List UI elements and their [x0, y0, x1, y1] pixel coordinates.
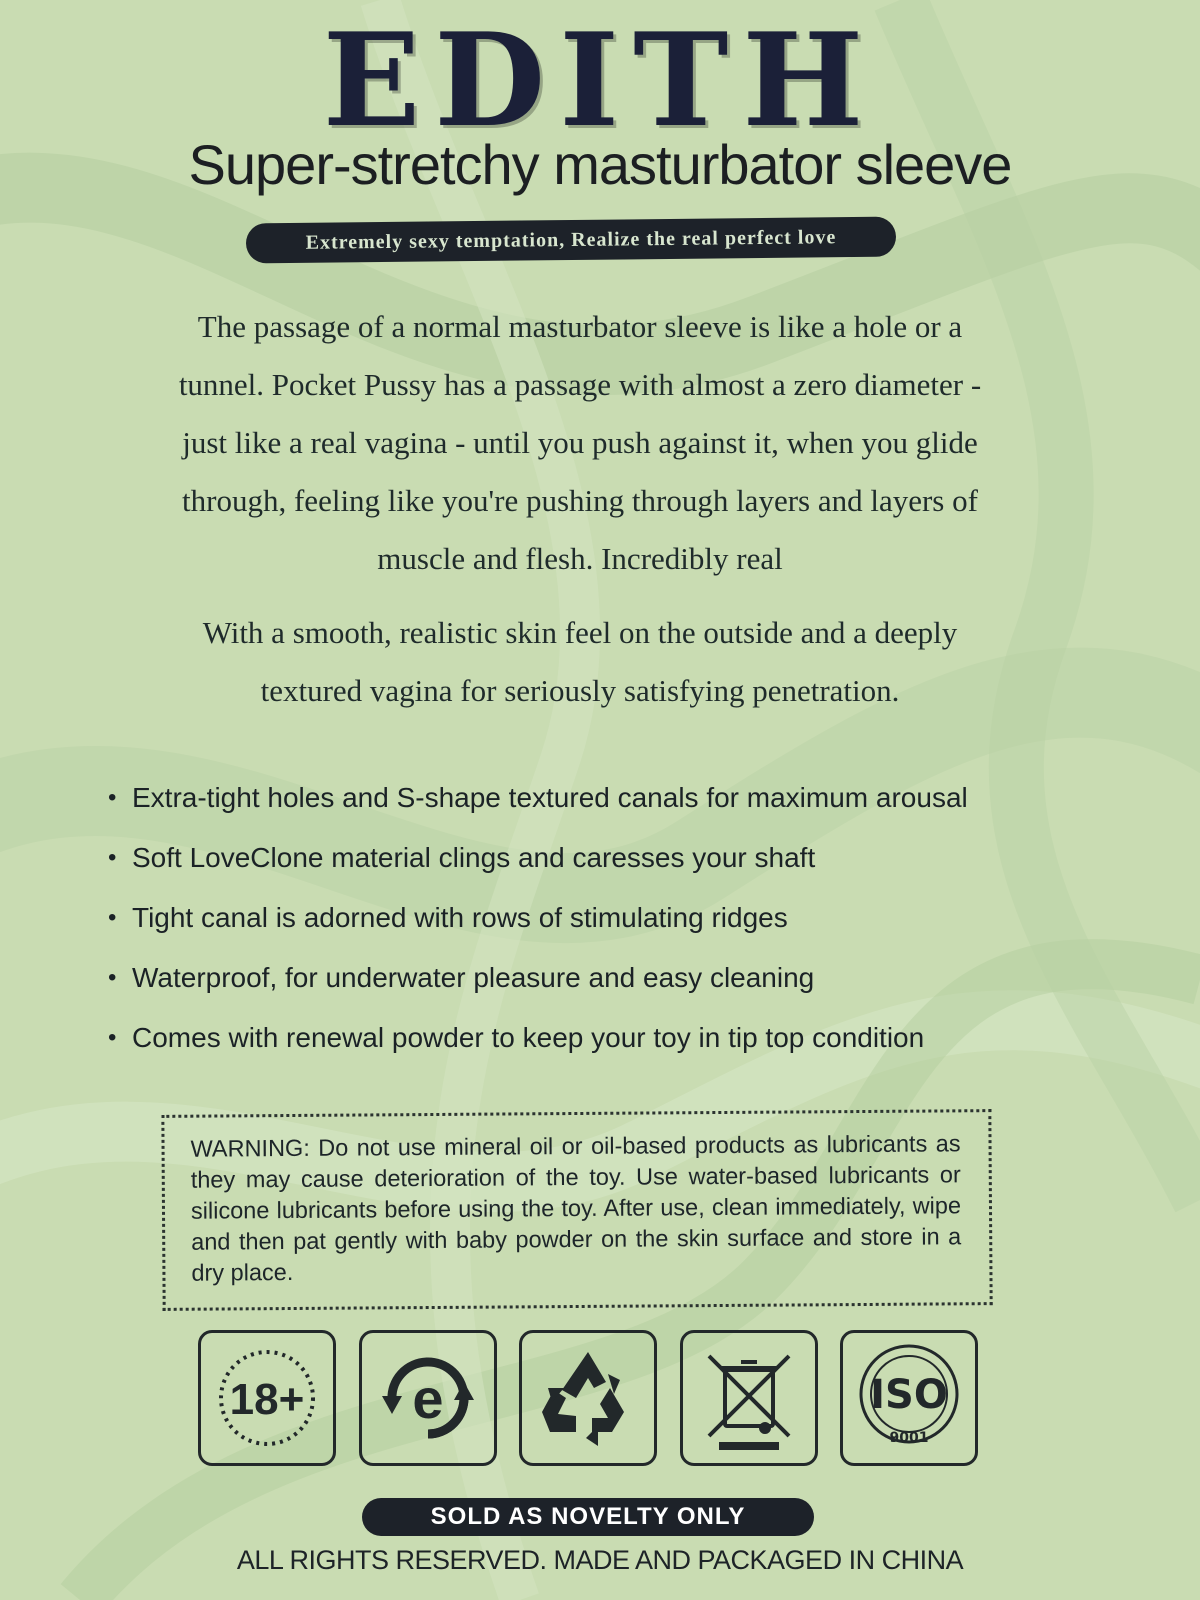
- feature-item: [108, 888, 1108, 948]
- feature-item: [108, 768, 1108, 828]
- description-line: through, feeling like you're pushing through layers and layers of: [182, 483, 978, 518]
- recycle-icon: [519, 1330, 657, 1466]
- feature-list: [108, 768, 1108, 1068]
- certification-icons-row: [198, 1330, 978, 1470]
- feature-item: [108, 1008, 1108, 1068]
- bullet-icon: •: [108, 784, 117, 811]
- feature-text: Tight canal is adorned with rows of stimulating ridges: [132, 902, 788, 933]
- bullet-icon: •: [108, 904, 117, 931]
- warning-box: WARNING: Do not use mineral oil or oil-based products as lubricants as they may cause deterioration of the toy. Use water-based lubricants or silicone lubricants before using the toy. After use, clean immediately, wipe and then pat gently with baby powder on the skin surface and store in a dry place.: [161, 1109, 992, 1311]
- age-18-plus-icon: [198, 1330, 336, 1466]
- bullet-icon: •: [108, 844, 117, 871]
- tagline-badge: Extremely sexy temptation, Realize the real perfect love: [246, 217, 896, 264]
- rights-footer: ALL RIGHTS RESERVED. MADE AND PACKAGED IN CHINA: [236, 1545, 964, 1575]
- description-line: With a smooth, realistic skin feel on the outside and a deeply: [202, 615, 958, 650]
- product-subtitle: Super-stretchy masturbator sleeve: [188, 133, 1012, 196]
- feature-item: [108, 948, 1108, 1008]
- e-mark-label: e: [411, 1367, 444, 1430]
- bullet-icon: •: [108, 1024, 117, 1051]
- bullet-icon: •: [108, 964, 117, 991]
- feature-item: [108, 828, 1108, 888]
- feature-text: Extra-tight holes and S-shape textured canals for maximum arousal: [132, 782, 968, 813]
- iso-9001-icon: [840, 1330, 978, 1466]
- age-label: 18+: [229, 1375, 305, 1424]
- description-line: just like a real vagina - until you push against it, when you glide: [182, 425, 978, 460]
- novelty-badge: SOLD AS NOVELTY ONLY: [362, 1498, 814, 1536]
- description-paragraph-1: [110, 298, 1050, 588]
- feature-text: Waterproof, for underwater pleasure and easy cleaning: [132, 962, 815, 993]
- e-recycling-icon: [359, 1330, 497, 1466]
- brand-title: EDITH: [322, 6, 878, 156]
- weee-crossed-bin-icon: [680, 1330, 818, 1466]
- description-line: tunnel. Pocket Pussy has a passage with almost a zero diameter -: [178, 367, 982, 402]
- description-line: textured vagina for seriously satisfying penetration.: [260, 673, 900, 708]
- feature-text: Comes with renewal powder to keep your toy in tip top condition: [132, 1022, 925, 1053]
- description-line: The passage of a normal masturbator sleeve is like a hole or a: [197, 309, 963, 344]
- iso-number-label: 9001: [889, 1430, 929, 1446]
- description-line: muscle and flesh. Incredibly real: [377, 541, 783, 576]
- feature-text: Soft LoveClone material clings and caresses your shaft: [132, 842, 816, 873]
- description-paragraph-2: [110, 604, 1050, 720]
- iso-label: ISO: [870, 1372, 948, 1418]
